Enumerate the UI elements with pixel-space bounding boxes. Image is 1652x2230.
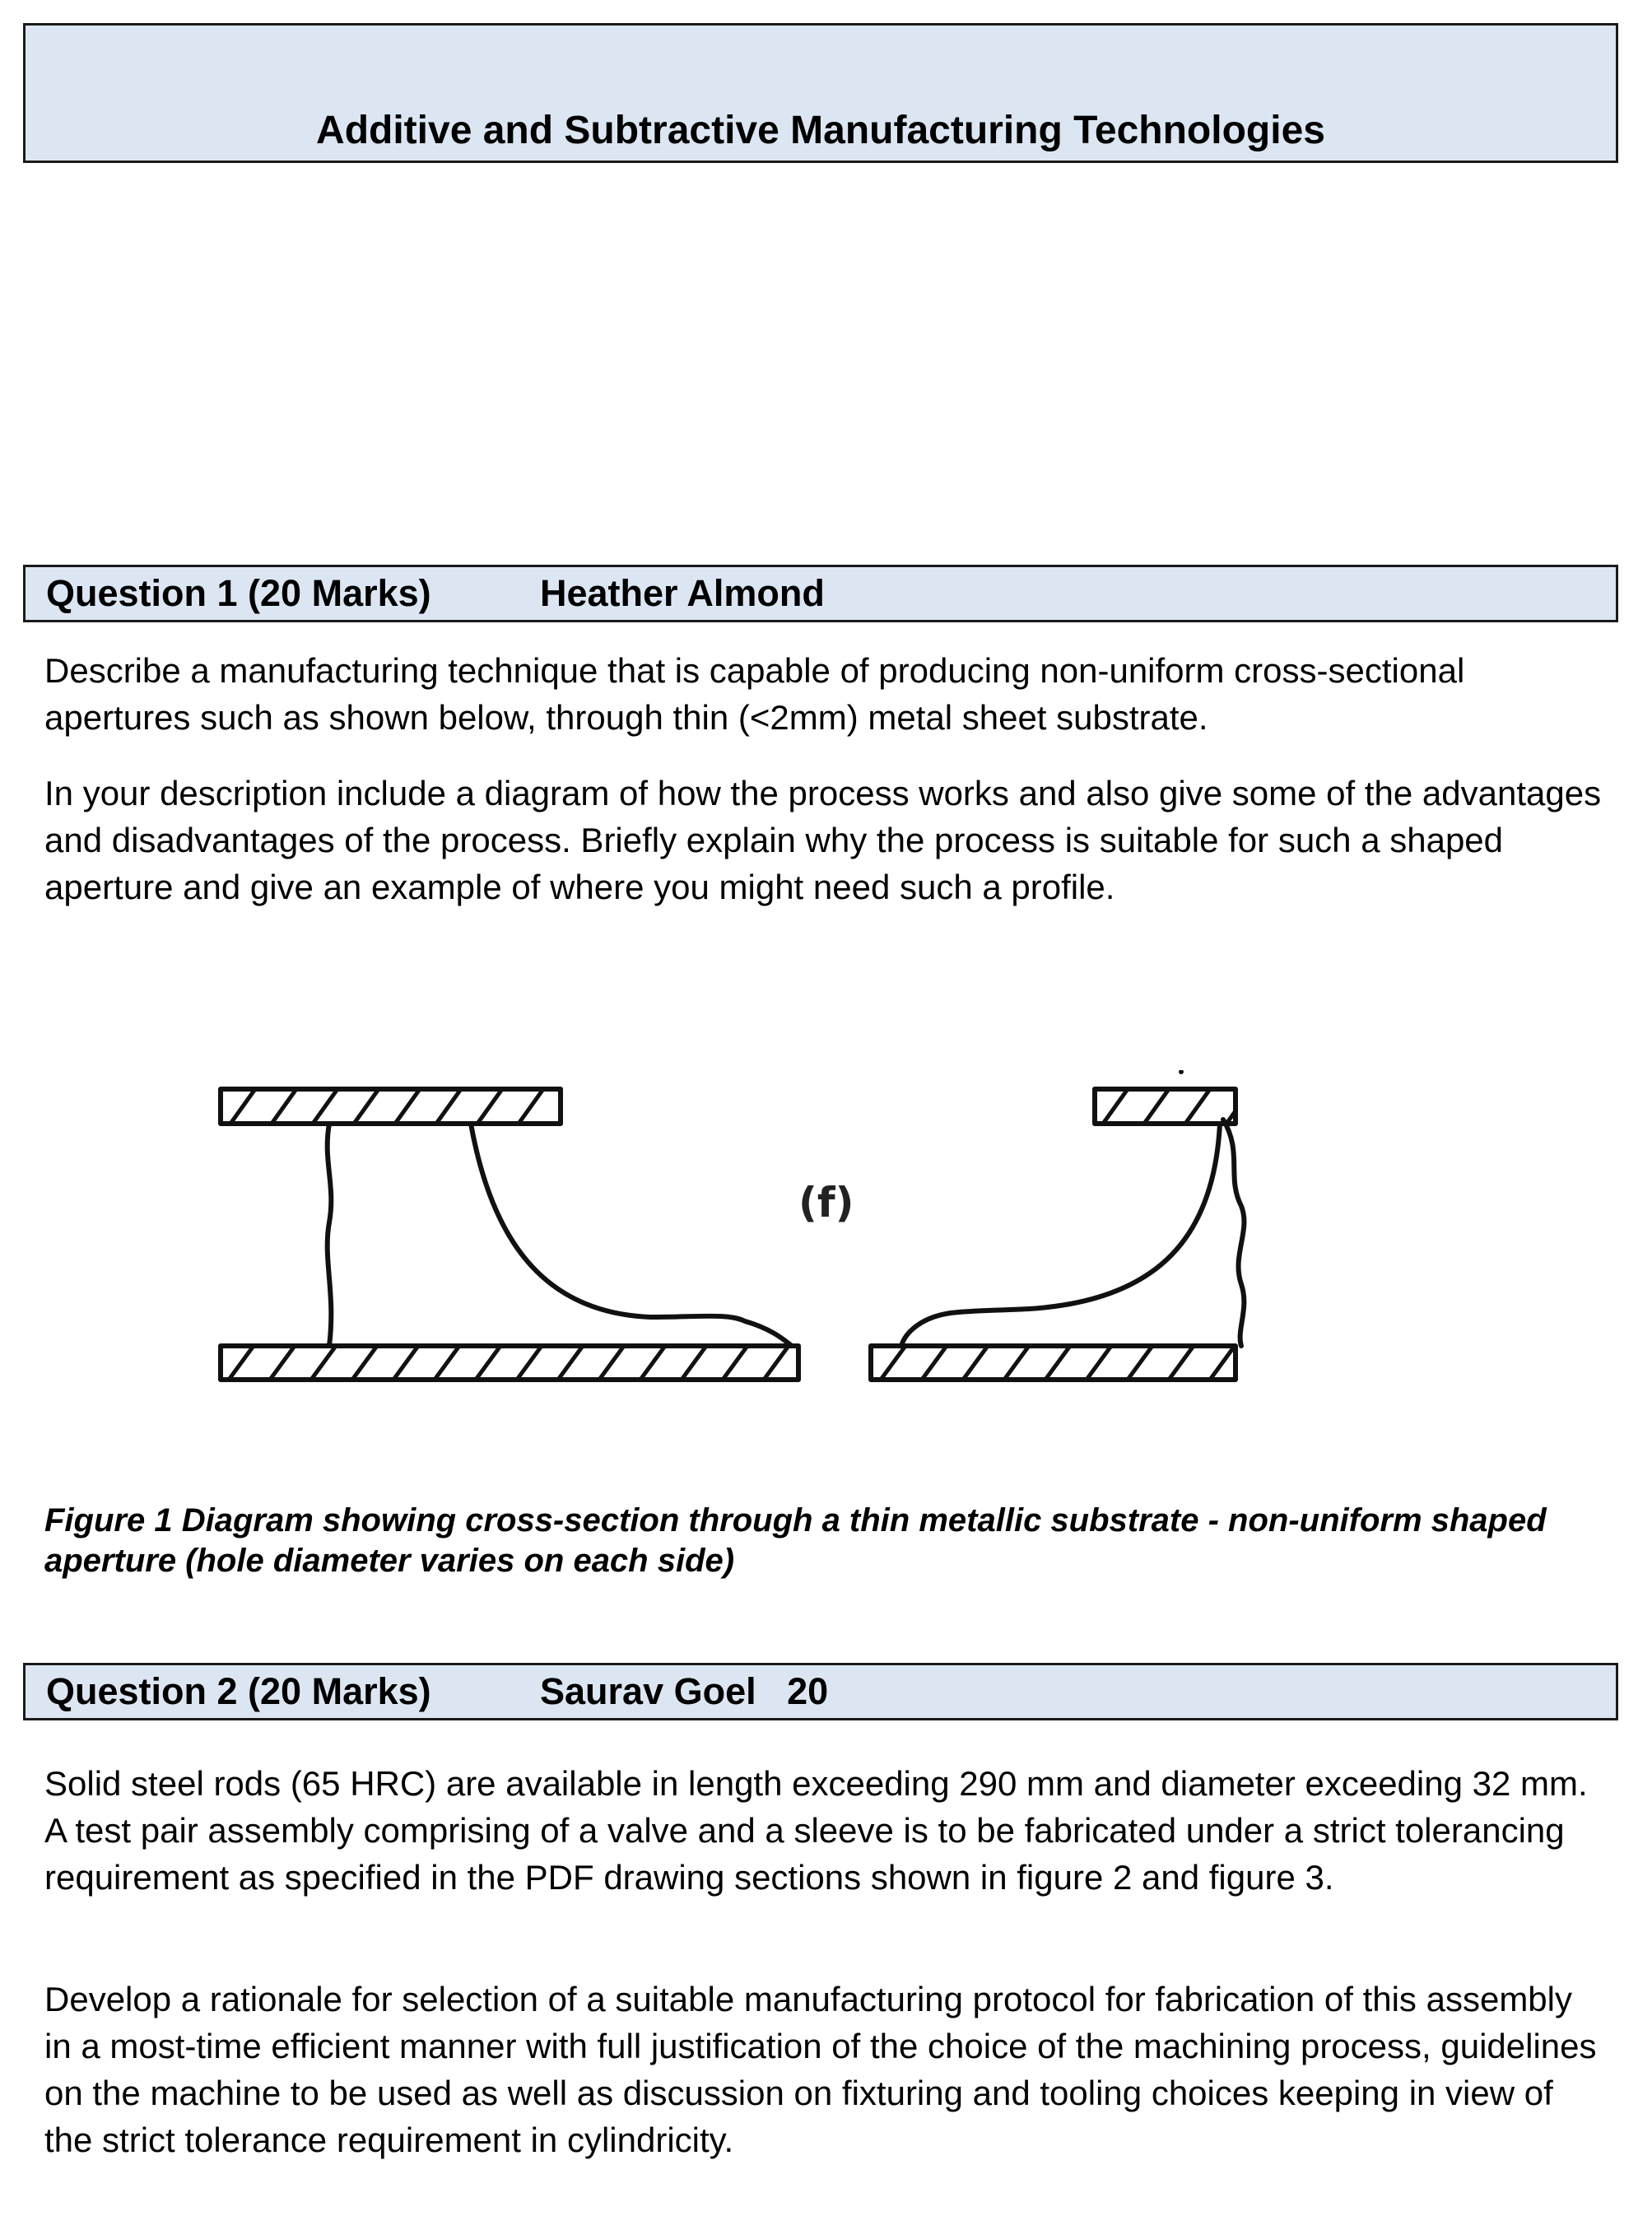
question-1-author: Heather Almond [540,572,825,614]
figure-caption: Figure 1 Diagram showing cross-section through a thin metallic substrate - non-uniform shaped aperture (hole diameter varies on each side) [44,1502,1547,1579]
left-wall-line [328,1124,332,1346]
question-1-label: Question 1 (20 Marks) [46,572,431,614]
right-bottom-plate [871,1346,1236,1380]
question-1-paragraph-1: Describe a manufacturing technique that is capable of producing non-uniform cross-sectional apertures such as shown below, through thin (<2mm) metal sheet substrate. [44,651,1465,737]
question-1-paragraph-2: In your description include a diagram of how the process works and also give some of the advantages and disadvantages of the process. Briefly explain why the process is suitable for such a shaped aperture and give an example of where you might need such a profile. [44,774,1602,906]
question-2-label: Question 2 (20 Marks) [46,1670,431,1712]
title-banner [23,23,1618,163]
left-top-plate [221,1089,561,1124]
question-2-author: Saurav Goel 20 [540,1670,829,1712]
question-2-paragraph-1: Solid steel rods (65 HRC) are available in length exceeding 290 mm and diameter exceeding 32 mm. A test pair assembly comprising of a valve and a sleeve is to be fabricated under a strict tolerancing requirement as specified in the PDF drawing sections shown in figure 2 and figure 3. [44,1764,1588,1897]
question-2-header [23,1663,1618,1720]
right-top-plate [1095,1089,1251,1124]
right-aperture-curve [901,1124,1220,1346]
question-1-header [23,565,1618,622]
question-2-paragraph-2: Develop a rationale for selection of a suitable manufacturing protocol for fabrication of this assembly in a most-time efficient manner with full justification of the choice of the machining process, guidelines on the machine to be used as well as discussion on fixturing and tooling choices keeping in view of the strict tolerance requirement in cylindricity. [44,1980,1597,2159]
left-aperture-curve [471,1124,792,1346]
page-title: Additive and Subtractive Manufacturing Technologies [316,109,1325,152]
aperture-cross-section-figure [206,1070,1276,1399]
figure-label: (f) [798,1179,854,1227]
right-wall-line [1223,1120,1244,1346]
left-bottom-plate [221,1346,798,1380]
